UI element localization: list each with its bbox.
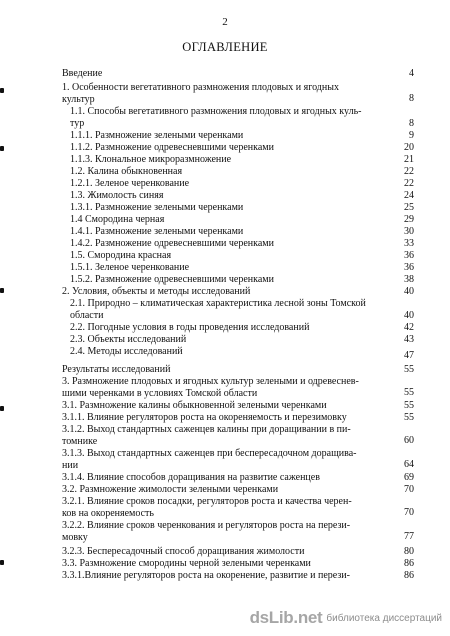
toc-entry-text: 3.3.1.Влияние регуляторов роста на окоренение, развитие и перези- [62,570,350,581]
toc-entry-text: тур [70,118,85,129]
toc-entry-text: 1.5.2. Размножение одревесневшими черенками [70,274,274,285]
toc-page-number: 60 [404,435,414,446]
toc-entry-text: 1.1.2. Размножение одревесневшими черенками [70,142,274,153]
watermark-logo[interactable]: dsLib.net [249,608,323,627]
toc-page-number: 55 [404,387,414,398]
toc-page-number: 20 [404,142,414,153]
toc-entry-text: 1.3.1. Размножение зелеными черенками [70,202,244,213]
toc-entry-text: ков на окореняемость [62,508,154,519]
toc-entry-text: шими черенками в условиях Томской области [62,388,258,399]
toc-entry-text: 2. Условия, объекты и методы исследований [62,286,251,297]
toc-entry-text: 3.2.1. Влияние сроков посадки, регуляторов роста и качества черен- [62,496,352,507]
toc-page-number: 21 [404,154,414,165]
toc-entry-text: 2.3. Объекты исследований [70,334,187,345]
toc-entry-text: 1.4 Смородина черная [70,214,165,225]
toc-entry-text: 3.2. Размножение жимолости зелеными черенками [62,484,279,495]
toc-entry-text: Результаты исследований [62,364,171,375]
toc-entry-text: 1.5.1. Зеленое черенкование [70,262,190,273]
toc-entry-text: Введение [62,68,103,79]
toc-entry-text: 3. Размножение плодовых и ягодных культур зелеными и одревеснев- [62,376,359,387]
toc-entry-text: 3.2.3. Беспересадочный способ доращивания жимолости [62,546,305,557]
toc-entry-text: 1.3. Жимолость синяя [70,190,164,201]
toc-entry-text: области [70,310,104,321]
toc-entry-text: 3.1.3. Выход стандартных саженцев при беспересадочном доращива- [62,448,357,459]
scan-edge-mark [0,288,4,293]
toc-page-number: 77 [404,531,414,542]
toc-entry-text: 2.4. Методы исследований [70,346,183,357]
toc-entry-text: 1.1.3. Клональное микроразмножение [70,154,232,165]
toc-entry-text: нии [62,460,79,471]
watermark-subtitle: библиотека диссертаций [326,612,442,624]
toc-entry-text: томнике [62,436,98,447]
toc-page-number: 22 [404,178,414,189]
toc-page-number: 8 [409,118,414,129]
toc-entry-text: 3.3. Размножение смородины черной зелеными черенками [62,558,311,569]
toc-page-number: 36 [404,262,414,273]
scan-edge-mark [0,146,4,151]
toc-entry-text: 2.2. Погодные условия в годы проведения исследований [70,322,310,333]
toc-entry-text: 3.1.2. Выход стандартных саженцев калины при доращивании в пи- [62,424,351,435]
toc-page-number: 40 [404,310,414,321]
scan-edge-mark [0,406,4,411]
toc-page-number: 69 [404,472,414,483]
toc-entry-text: 2.1. Природно – климатическая характеристика лесной зоны Томской [70,298,366,309]
toc-entry-text: 3.2.2. Влияние сроков черенкования и регуляторов роста на перези- [62,520,351,531]
toc-page-number: 47 [404,350,414,361]
toc-page-number: 33 [404,238,414,249]
toc-page-number: 38 [404,274,414,285]
toc-page-number: 29 [404,214,414,225]
toc-entry-text: 1.1. Способы вегетативного размножения плодовых и ягодных куль- [70,106,362,117]
toc-page-number: 9 [409,130,414,141]
toc-page-number: 25 [404,202,414,213]
toc-page-number: 24 [404,190,414,201]
toc-page-number: 8 [409,93,414,104]
toc-page-number: 55 [404,412,414,423]
toc-page-number: 4 [409,68,414,79]
toc-entry-text: 1.1.1. Размножение зелеными черенками [70,130,244,141]
toc-page-number: 80 [404,546,414,557]
page-number: 2 [222,16,228,28]
toc-page-number: 40 [404,286,414,297]
toc-entry-text: 1.4.2. Размножение одревесневшими черенками [70,238,274,249]
toc-page-number: 64 [404,459,414,470]
toc-entry-text: культур [62,94,95,105]
toc-entry-text: 3.1.1. Влияние регуляторов роста на окореняемость и перезимовку [62,412,347,423]
toc-page-number: 36 [404,250,414,261]
toc-entry-text: 1. Особенности вегетативного размножения плодовых и ягодных [62,82,339,93]
toc-page-number: 30 [404,226,414,237]
toc-entry-text: 1.5. Смородина красная [70,250,172,261]
toc-page-number: 70 [404,507,414,518]
toc-entry-text: 1.4.1. Размножение зелеными черенками [70,226,244,237]
toc-entry-text: 1.2. Калина обыкновенная [70,166,183,177]
toc-page-number: 86 [404,558,414,569]
toc-page-number: 70 [404,484,414,495]
toc-page-number: 55 [404,364,414,375]
toc-entry-text: 3.1.4. Влияние способов доращивания на развитие саженцев [62,472,320,483]
toc-page-number: 42 [404,322,414,333]
toc-entry-text: мовку [62,532,88,543]
toc-entry-text: 1.2.1. Зеленое черенкование [70,178,190,189]
toc-entry-text: 3.1. Размножение калины обыкновенной зелеными черенками [62,400,327,411]
scan-edge-mark [0,560,4,565]
document-title: ОГЛАВЛЕНИЕ [182,40,268,54]
scan-edge-mark [0,88,4,93]
watermark[interactable] [250,608,442,628]
toc-page-number: 55 [404,400,414,411]
toc-page-number: 43 [404,334,414,345]
toc-page-number: 86 [404,570,414,581]
toc-page-number: 22 [404,166,414,177]
